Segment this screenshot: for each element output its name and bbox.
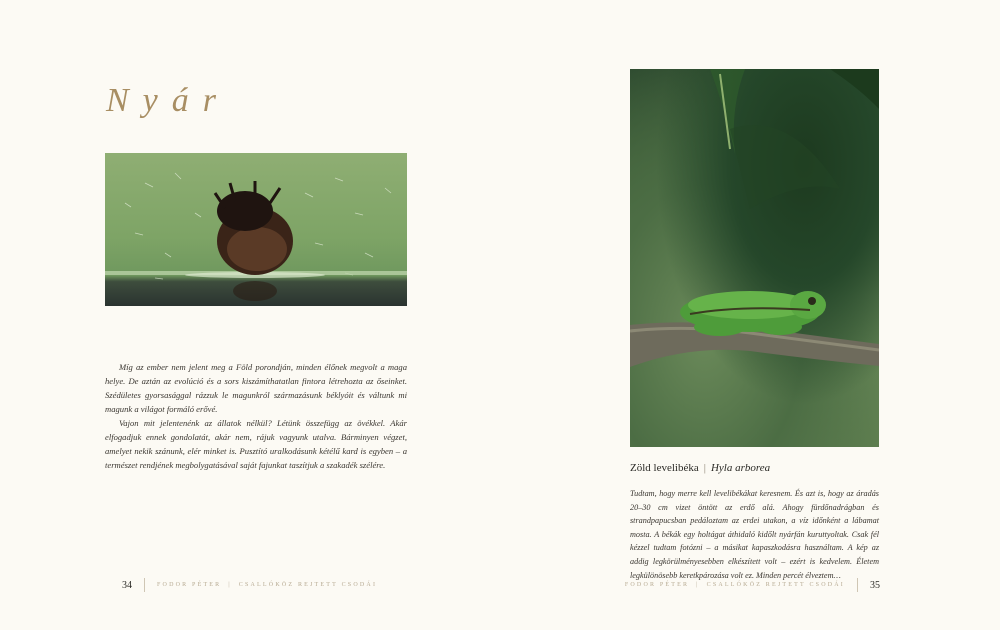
right-body-text bbox=[630, 487, 879, 582]
divider bbox=[857, 578, 858, 592]
paragraph: Vajon mit jelentenénk az állatok nélkül? Létünk összefügg az övékkel. Akár elfogadjuk ennek gondolatát, akár nem, rájuk vagyunk utalva. Bárminyen végzet, amelyet nekik szánunk, elér minket is. Pusztító uralkodásunk kétélű kard is egyben – a természet rendjének megbolygatásával saját fajunkat taszítjuk a szakadék szélére. bbox=[105, 418, 407, 470]
separator: | bbox=[696, 582, 700, 588]
species-common-name: Zöld levelibéka bbox=[630, 462, 699, 474]
author: FODOR PÉTER bbox=[624, 582, 690, 588]
bird-photo bbox=[105, 153, 407, 306]
left-body-text bbox=[105, 360, 407, 472]
chapter-title: Nyár bbox=[106, 82, 230, 119]
paragraph: Tudtam, hogy merre kell levelibékákat keresnem. És azt is, hogy az áradás 20–30 cm vizet öntött az erdő alá. Ahogy fürdőnadrágban és strandpapucsban pedáloztam az erdei utakon, a víz időnként a lábamat mosta. A békák egy holtágat áthidaló kidőlt nyárfán kuruttyoltak. Csak fél kézzel tudtam fotózni – a másikat kapaszkodásra használtam. A kép az addig legkörülményesebben elkészített volt – ezért is kedvelem. Életem legkülönösebb keretkpározása volt ez. Minden percét élveztem… bbox=[630, 489, 879, 580]
paragraph: Míg az ember nem jelent meg a Föld porondján, minden élőnek megvolt a maga helye. De aztán az evolúció és a sors kiszámíthatatlan fintora létrehozta az őseinket. Szédületes gyorsasággal rázzuk le magunkról származásunk béklyóit és váltunk mi magunk a világot formáló erővé. bbox=[105, 362, 407, 414]
photo-caption bbox=[630, 462, 879, 474]
right-footer bbox=[625, 578, 880, 592]
book-title: CSALLÓKÖZ REJTETT CSODÁI bbox=[238, 582, 378, 588]
species-latin-name: Hyla arborea bbox=[710, 462, 771, 474]
page-number: 35 bbox=[870, 579, 880, 591]
running-head bbox=[625, 582, 845, 588]
author: FODOR PÉTER bbox=[157, 582, 222, 588]
left-footer bbox=[122, 578, 377, 592]
separator: | bbox=[228, 582, 232, 588]
divider bbox=[144, 578, 145, 592]
page-number: 34 bbox=[122, 579, 132, 591]
caption-separator: | bbox=[703, 462, 706, 474]
running-head bbox=[157, 582, 377, 588]
frog-photo bbox=[630, 69, 879, 447]
book-title: CSALLÓKÖZ REJTETT CSODÁI bbox=[706, 582, 845, 588]
